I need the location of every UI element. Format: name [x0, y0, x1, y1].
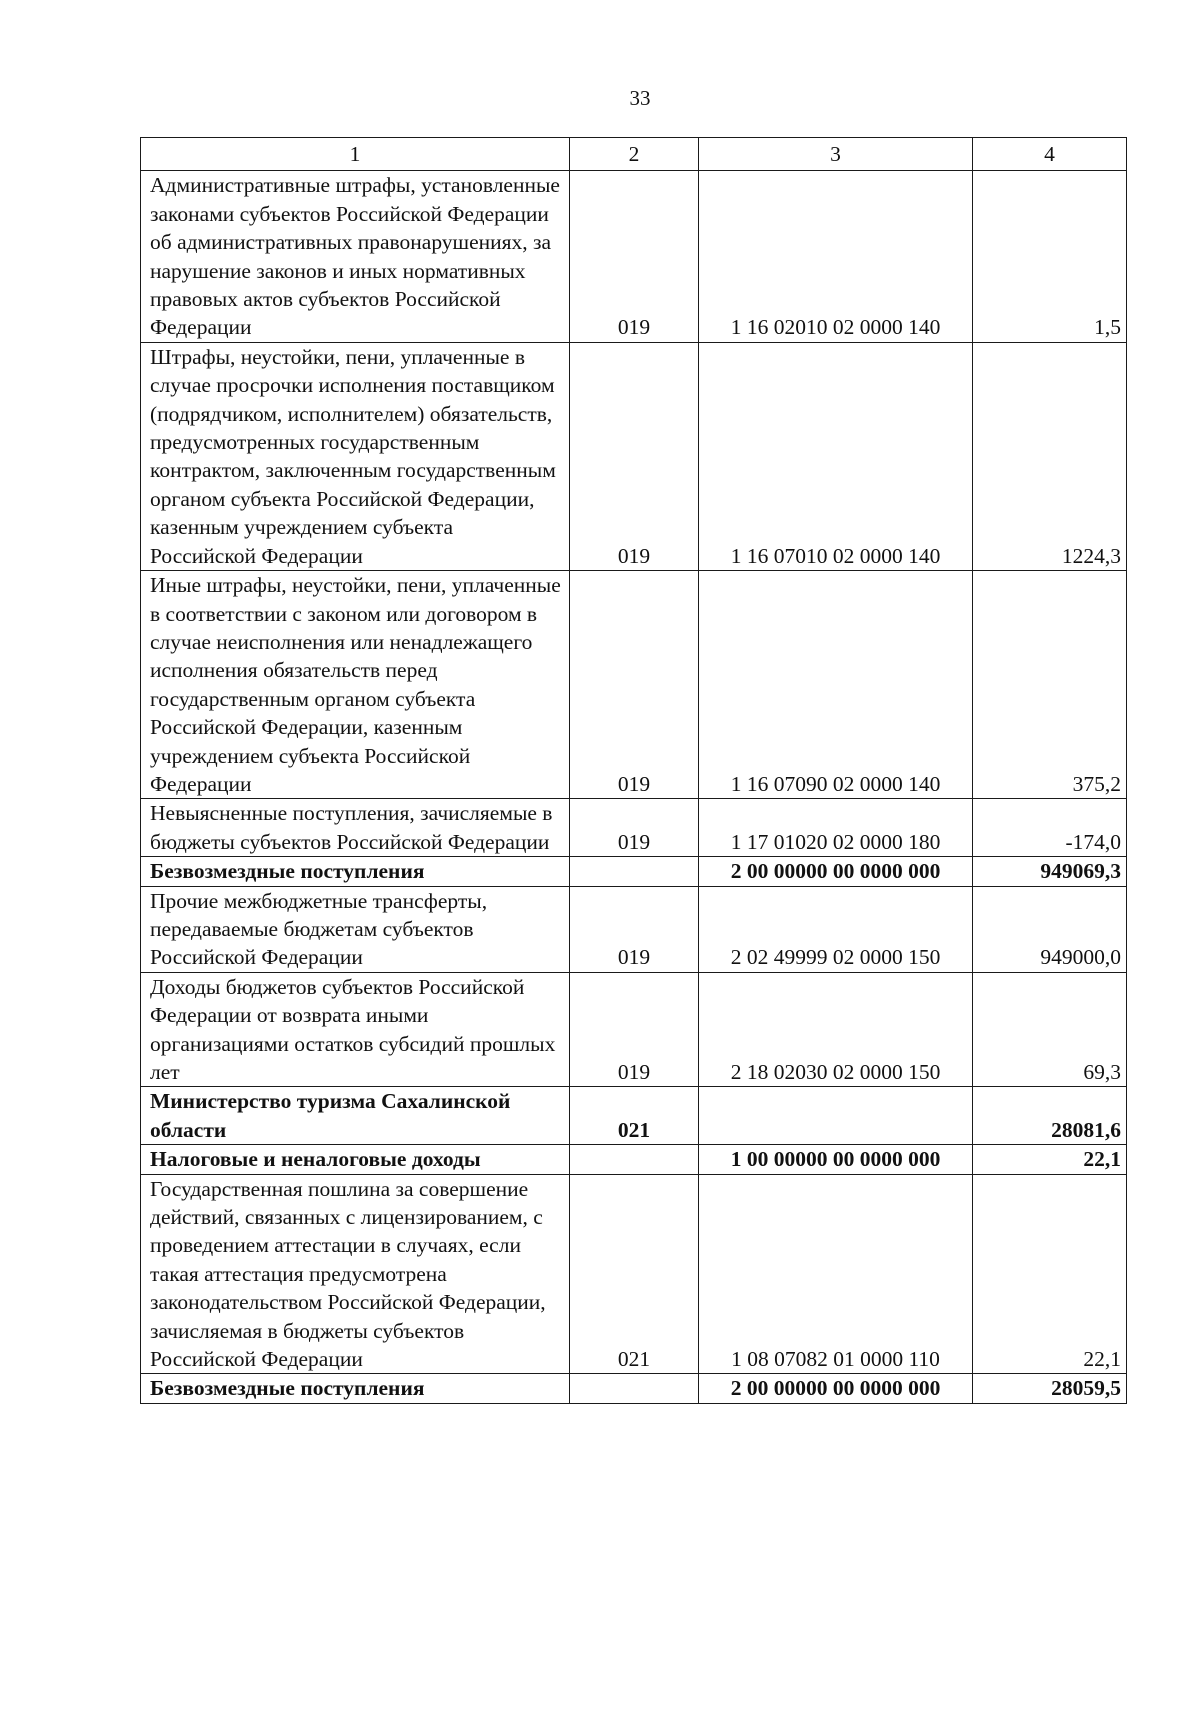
- row-name-cell: Министерство туризма Сахалинской области: [141, 1087, 570, 1145]
- row-amount-cell: 1,5: [973, 171, 1127, 342]
- header-col-1: 1: [141, 138, 570, 171]
- row-amount-cell: 949000,0: [973, 886, 1127, 972]
- table-row: [141, 571, 1127, 799]
- row-admin-code-cell: 021: [570, 1174, 699, 1374]
- row-budget-code-cell: 2 18 02030 02 0000 150: [699, 972, 973, 1087]
- row-admin-code-cell: 019: [570, 972, 699, 1087]
- row-name-cell: Административные штрафы, установленные законами субъектов Российской Федерации об административных правонарушениях, за нарушение законов и иных нормативных правовых актов субъектов Российской Федерации: [141, 171, 570, 342]
- row-amount-cell: 22,1: [973, 1145, 1127, 1174]
- table-row: [141, 1087, 1127, 1145]
- table-row: [141, 1145, 1127, 1174]
- row-budget-code-cell: 1 16 02010 02 0000 140: [699, 171, 973, 342]
- row-name-cell: Государственная пошлина за совершение действий, связанных с лицензированием, с проведением аттестации в случаях, если такая аттестация предусмотрена законодательством Российской Федерации, зачисляемая в бюджеты субъектов Российской Федерации: [141, 1174, 570, 1374]
- row-name-cell: Иные штрафы, неустойки, пени, уплаченные в соответствии с законом или договором в случае неисполнения или ненадлежащего исполнения обязательств перед государственным органом субъекта Российской Федерации, казенным учреждением субъекта Российской Федерации: [141, 571, 570, 799]
- row-admin-code-cell: 019: [570, 171, 699, 342]
- header-col-3: 3: [699, 138, 973, 171]
- row-name-cell: Штрафы, неустойки, пени, уплаченные в случае просрочки исполнения поставщиком (подрядчиком, исполнителем) обязательств, предусмотренных государственным контрактом, заключенным государственным органом субъекта Российской Федерации, казенным учреждением субъекта Российской Федерации: [141, 342, 570, 570]
- row-amount-cell: 28081,6: [973, 1087, 1127, 1145]
- row-amount-cell: 949069,3: [973, 857, 1127, 886]
- row-admin-code-cell: 019: [570, 799, 699, 857]
- row-budget-code-cell: 1 16 07090 02 0000 140: [699, 571, 973, 799]
- row-budget-code-cell: 1 16 07010 02 0000 140: [699, 342, 973, 570]
- row-amount-cell: 375,2: [973, 571, 1127, 799]
- row-amount-cell: 69,3: [973, 972, 1127, 1087]
- table-row: [141, 857, 1127, 886]
- row-admin-code-cell: 021: [570, 1087, 699, 1145]
- header-col-2: 2: [570, 138, 699, 171]
- row-budget-code-cell: 1 08 07082 01 0000 110: [699, 1174, 973, 1374]
- row-amount-cell: -174,0: [973, 799, 1127, 857]
- table-row: [141, 886, 1127, 972]
- header-col-4: 4: [973, 138, 1127, 171]
- row-budget-code-cell: 2 00 00000 00 0000 000: [699, 1374, 973, 1403]
- row-admin-code-cell: 019: [570, 886, 699, 972]
- table-row: [141, 972, 1127, 1087]
- row-name-cell: Невыясненные поступления, зачисляемые в бюджеты субъектов Российской Федерации: [141, 799, 570, 857]
- row-name-cell: Безвозмездные поступления: [141, 857, 570, 886]
- row-admin-code-cell: 019: [570, 342, 699, 570]
- table-row: [141, 1174, 1127, 1374]
- row-admin-code-cell: [570, 1374, 699, 1403]
- row-amount-cell: 28059,5: [973, 1374, 1127, 1403]
- row-name-cell: Прочие межбюджетные трансферты, передаваемые бюджетам субъектов Российской Федерации: [141, 886, 570, 972]
- page-number: 33: [629, 86, 651, 110]
- table-row: [141, 342, 1127, 570]
- table-header-row: [141, 138, 1127, 171]
- row-name-cell: Безвозмездные поступления: [141, 1374, 570, 1403]
- row-amount-cell: 22,1: [973, 1174, 1127, 1374]
- row-budget-code-cell: 2 00 00000 00 0000 000: [699, 857, 973, 886]
- revenue-table: [140, 137, 1127, 1404]
- table-row: [141, 799, 1127, 857]
- row-budget-code-cell: 1 00 00000 00 0000 000: [699, 1145, 973, 1174]
- row-admin-code-cell: 019: [570, 571, 699, 799]
- row-admin-code-cell: [570, 1145, 699, 1174]
- table-row: [141, 171, 1127, 342]
- row-admin-code-cell: [570, 857, 699, 886]
- row-budget-code-cell: [699, 1087, 973, 1145]
- row-amount-cell: 1224,3: [973, 342, 1127, 570]
- row-name-cell: Доходы бюджетов субъектов Российской Федерации от возврата иными организациями остатков субсидий прошлых лет: [141, 972, 570, 1087]
- table-row: [141, 1374, 1127, 1403]
- row-name-cell: Налоговые и неналоговые доходы: [141, 1145, 570, 1174]
- row-budget-code-cell: 2 02 49999 02 0000 150: [699, 886, 973, 972]
- row-budget-code-cell: 1 17 01020 02 0000 180: [699, 799, 973, 857]
